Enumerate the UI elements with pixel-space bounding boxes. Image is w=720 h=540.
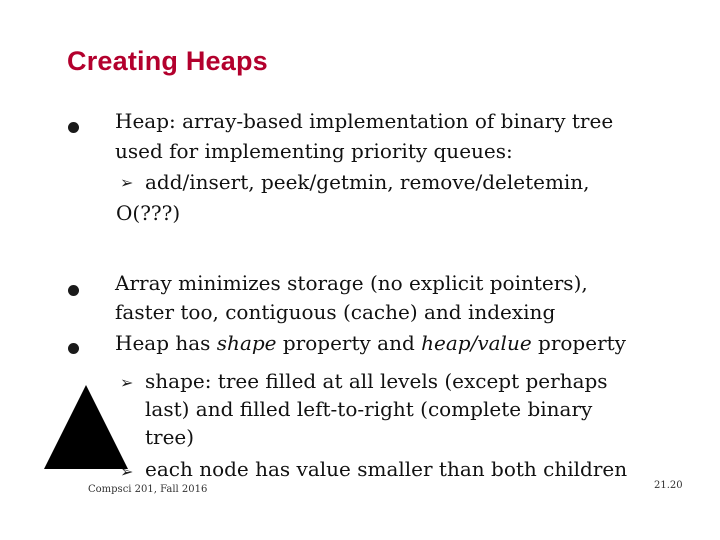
bullet-1-sub-1-line-1: add/insert, peek/getmin, remove/deletemin, <box>145 170 590 194</box>
bullet-3-sub-1-line-2: last) and filled left-to-right (complete binary <box>145 397 593 421</box>
filled-circle-icon <box>68 122 79 133</box>
bullet-2-line-1: Array minimizes storage (no explicit pointers), <box>115 271 588 295</box>
heap-value-term: heap/value <box>421 331 532 355</box>
slide-number: 21.20 <box>654 480 683 491</box>
bullet-3-middle: property and <box>276 331 422 355</box>
arrowhead-icon: ➢ <box>120 462 134 481</box>
triangle-icon <box>44 385 128 469</box>
slide-title: Creating Heaps <box>67 46 268 76</box>
bullet-3-sub-1-line-1: shape: tree filled at all levels (except perhaps <box>145 369 608 393</box>
footer-course: Compsci 201, Fall 2016 <box>88 484 208 495</box>
shape-term: shape <box>216 331 277 355</box>
arrowhead-icon: ➢ <box>120 373 134 392</box>
bullet-1-line-2: used for implementing priority queues: <box>115 139 513 163</box>
filled-circle-icon <box>68 285 79 296</box>
bullet-1-line-1: Heap: array-based implementation of binary tree <box>115 109 614 133</box>
bullet-3-sub-1-line-3: tree) <box>145 425 195 449</box>
bullet-3-suffix: property <box>531 331 626 355</box>
bullet-2-line-2: faster too, contiguous (cache) and indexing <box>115 300 556 324</box>
bullet-3-sub-2-line-1: each node has value smaller than both children <box>145 457 628 481</box>
bullet-1-sub-1-line-2: O(???) <box>116 201 181 225</box>
bullet-3-line-1 <box>115 328 695 358</box>
arrowhead-icon: ➢ <box>120 173 134 192</box>
filled-circle-icon <box>68 343 79 354</box>
bullet-3-prefix: Heap has <box>115 331 217 355</box>
